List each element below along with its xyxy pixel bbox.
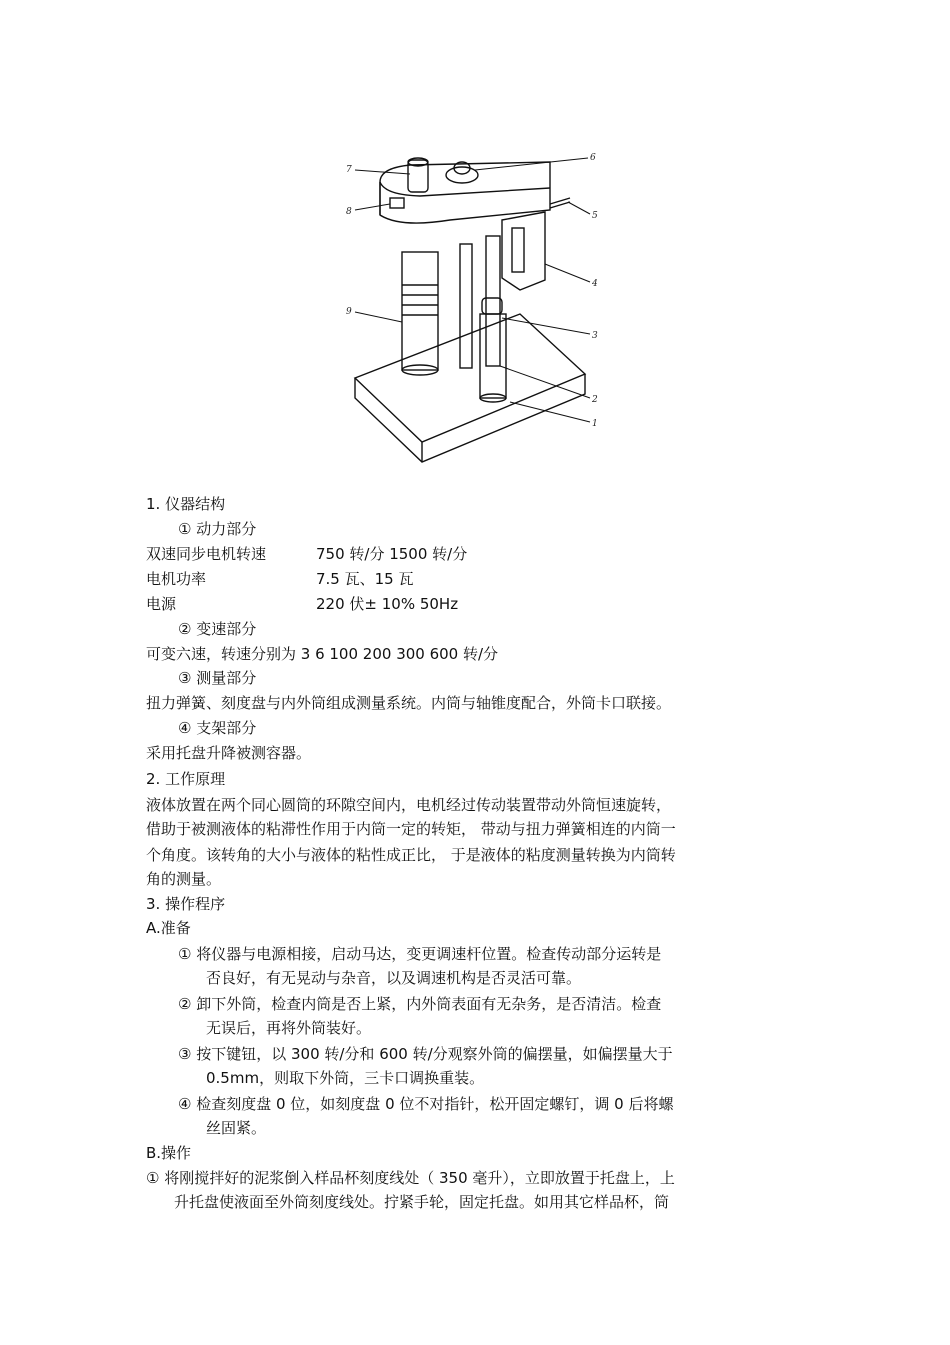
section-heading: 2. 工作原理 [146, 770, 226, 788]
spec-row [146, 544, 467, 564]
body-text: 扭力弹簧、刻度盘与内外筒组成测量系统。内筒与轴锥度配合，外筒卡口联接。 [146, 694, 672, 712]
key-button [446, 167, 478, 183]
subsection-title: ③ 测量部分 [178, 669, 257, 687]
list-item-continuation: 0.5mm，则取下外筒，三卡口调换重装。 [206, 1069, 485, 1087]
subsection-title: ④ 支架部分 [178, 719, 257, 737]
list-item: ② 卸下外筒，检查内筒是否上紧，内外筒表面有无杂务，是否清洁。检查 [178, 995, 662, 1013]
list-item: ① 将刚搅拌好的泥浆倒入样品杯刻度线处（ 350 毫升），立即放置于托盘上，上 [146, 1169, 675, 1187]
callout-label: 2 [592, 395, 598, 405]
section-heading: 3. 操作程序 [146, 895, 226, 913]
spec-label: 电源 [146, 595, 177, 613]
callout-label: 3 [592, 331, 598, 341]
base-plate-side [355, 374, 585, 462]
list-item: ③ 按下键钮，以 300 转/分和 600 转/分观察外筒的偏摆量，如偏摆量大于 [178, 1045, 673, 1063]
body-text: 借助于被测液体的粘滞性作用于内筒一定的转矩， 带动与扭力弹簧相连的内筒一 [146, 820, 676, 838]
spec-label: 电机功率 [146, 570, 207, 588]
list-item: ① 将仪器与电源相接，启动马达，变更调速杆位置。检查传动部分运转是 [178, 945, 662, 963]
callout-label: 6 [590, 153, 596, 163]
body-text: 液体放置在两个同心圆筒的环隙空间内，电机经过传动装置带动外筒恒速旋转， [146, 796, 672, 814]
body-text: 角的测量。 [146, 870, 222, 888]
list-item: ④ 检查刻度盘 0 位，如刻度盘 0 位不对指针，松开固定螺钉，调 0 后将螺 [178, 1095, 674, 1113]
spec-value: 220 伏± 10% 50Hz [316, 595, 459, 613]
viscometer-diagram [340, 140, 610, 480]
list-item-continuation: 无误后，再将外筒装好。 [206, 1019, 372, 1037]
clamp [482, 298, 502, 314]
callout-label: 9 [346, 307, 352, 317]
callout-label: 4 [592, 279, 598, 289]
spec-row [146, 569, 413, 589]
spec-row [146, 594, 458, 614]
spec-label: 双速同步电机转速 [146, 545, 267, 563]
subsection-heading: A.准备 [146, 919, 191, 937]
head-housing [380, 162, 550, 223]
subsection-heading: B.操作 [146, 1144, 192, 1162]
callout-label: 1 [592, 419, 598, 429]
subsection-title: ② 变速部分 [178, 620, 257, 638]
spec-value: 7.5 瓦、15 瓦 [316, 570, 414, 588]
subsection-title: ① 动力部分 [178, 520, 257, 538]
body-text: 个角度。该转角的大小与液体的粘性成正比， 于是液体的粘度测量转换为内筒转 [146, 846, 676, 864]
base-plate-top [355, 314, 585, 442]
inner-spindle [460, 244, 472, 368]
list-item-continuation: 升托盘使液面至外筒刻度线处。拧紧手轮，固定托盘。如用其它样品杯，筒 [174, 1193, 670, 1211]
callout-label: 7 [346, 165, 352, 175]
section-heading: 1. 仪器结构 [146, 495, 226, 513]
outer-cylinder [480, 314, 506, 398]
callout-label: 5 [592, 211, 598, 221]
callout-label: 8 [346, 207, 352, 217]
body-text: 采用托盘升降被测容器。 [146, 744, 312, 762]
support-column [486, 236, 500, 366]
body-text: 可变六速，转速分别为 3 6 100 200 300 600 转/分 [146, 645, 499, 663]
spec-value: 750 转/分 1500 转/分 [316, 545, 468, 563]
list-item-continuation: 否良好，有无晃动与杂音，以及调速机构是否灵活可靠。 [206, 969, 582, 987]
indicator-window [390, 198, 404, 208]
list-item-continuation: 丝固紧。 [206, 1119, 267, 1137]
